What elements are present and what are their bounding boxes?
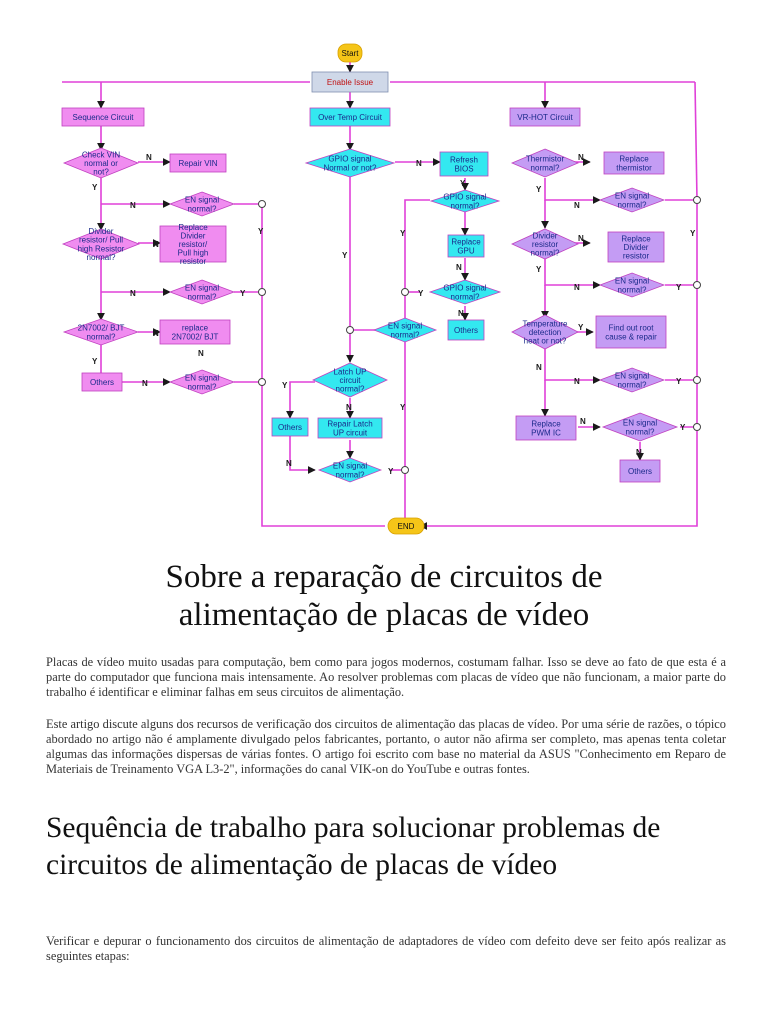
check-vin-decision — [64, 148, 138, 178]
svg-text:Others: Others — [89, 378, 115, 387]
junction-dot — [694, 377, 701, 384]
svg-text:replace2N7002/ BJT: replace 2N7002/ BJT — [171, 323, 219, 342]
section-heading: Sequência de trabalho para solucionar problemas de circuitos de alimentação de placas de vídeo — [46, 812, 661, 881]
svg-text:ReplacePWM IC: Replace PWM IC — [531, 419, 561, 438]
gpio-decision-1 — [306, 149, 394, 177]
repair-latch-box — [318, 418, 382, 438]
junction-dot — [694, 197, 701, 204]
n2n7002-decision — [64, 319, 138, 345]
svg-text:END: END — [397, 522, 415, 531]
svg-text:Others: Others — [277, 423, 303, 432]
yes-no-label: Y — [92, 183, 98, 192]
gpio-decision-3 — [430, 280, 500, 304]
svg-text:EN signalnormal?: EN signal normal? — [387, 321, 423, 340]
sequence-circuit-box — [62, 108, 144, 126]
en-signal-overtemp-bottom — [319, 458, 381, 482]
en-signal-vr-1 — [600, 188, 664, 212]
flowchart-shapes — [62, 44, 677, 534]
yes-no-label: Y — [282, 381, 288, 390]
connector-lines — [62, 62, 697, 526]
latch-up-decision — [313, 363, 387, 397]
svg-text:Find out rootcause & repair: Find out root cause & repair — [605, 323, 657, 342]
yes-no-label: Y — [536, 185, 542, 194]
temp-detect-decision — [512, 315, 578, 349]
yes-no-label: N — [346, 403, 352, 412]
end-node — [388, 518, 424, 534]
junction-dot — [694, 424, 701, 431]
yes-no-label: Y — [258, 227, 264, 236]
others-seq-box — [82, 373, 122, 391]
yes-no-label: N — [142, 379, 148, 388]
svg-text:EN signalnormal?: EN signal normal? — [614, 276, 650, 295]
svg-text:Dividerresistor/ Pullhigh Resi: Divider resistor/ Pull high Resistor normal? — [77, 227, 125, 262]
replace-gpu-box — [448, 235, 484, 257]
junction-dot — [259, 379, 266, 386]
yes-no-label: Y — [240, 289, 246, 298]
yes-no-label: N — [153, 329, 159, 338]
en-signal-vr-4 — [603, 413, 677, 441]
replace-divider-box — [160, 223, 226, 266]
yes-no-label: Y — [676, 283, 682, 292]
svg-text:ReplaceDividerresistor/Pull hi: Replace Divider resistor/ Pull high resistor — [177, 222, 209, 267]
article-title-line-2: alimentação de placas de vídeo — [178, 597, 590, 633]
en-signal-seq-3 — [170, 370, 234, 394]
svg-text:EN signalnormal?: EN signal normal? — [614, 191, 650, 210]
junction-dot — [347, 327, 354, 334]
yes-no-label: N — [578, 153, 584, 162]
svg-text:Temperaturedetectionheat or no: Temperature detection heat or not? — [522, 319, 568, 346]
article-title — [60, 558, 708, 634]
yes-no-label: Y — [400, 403, 406, 412]
svg-text:Check VINnormal ornot?: Check VIN normal or not? — [81, 150, 121, 177]
junction-dot — [259, 201, 266, 208]
svg-text:EN signalnormal?: EN signal normal? — [184, 283, 220, 302]
svg-text:ReplaceDividerresistor: Replace Divider resistor — [621, 234, 651, 261]
find-root-cause-box — [596, 316, 666, 348]
yes-no-label: Y — [680, 423, 686, 432]
thermistor-decision — [512, 149, 578, 177]
yes-no-label: N — [574, 201, 580, 210]
start-node — [338, 44, 362, 62]
yes-no-label: N — [130, 289, 136, 298]
svg-text:Others: Others — [453, 326, 479, 335]
svg-text:Replacethermistor: Replace thermistor — [616, 154, 652, 173]
svg-text:GPIO signalNormal or not?: GPIO signal Normal or not? — [323, 154, 377, 173]
yes-no-label: N — [536, 363, 542, 372]
svg-text:Start: Start — [341, 49, 359, 58]
others-vr-box — [620, 460, 660, 482]
divider-vr-decision — [512, 229, 578, 259]
yes-no-label: N — [636, 448, 642, 457]
yes-no-label: Y — [578, 323, 584, 332]
svg-text:ReplaceGPU: Replace GPU — [451, 237, 481, 256]
yes-no-label: N — [130, 201, 136, 210]
yes-no-label: Y — [460, 179, 466, 188]
yes-no-label: N — [580, 417, 586, 426]
enable-issue-box — [312, 72, 388, 92]
yes-no-label: N — [286, 459, 292, 468]
yes-no-label: Y — [676, 377, 682, 386]
svg-text:EN signalnormal?: EN signal normal? — [184, 195, 220, 214]
yes-no-label: Y — [388, 467, 394, 476]
svg-text:Dividerresistornormal?: Divider resistor normal? — [530, 231, 560, 258]
replace-pwm-box — [516, 416, 576, 440]
en-signal-vr-2 — [600, 273, 664, 297]
yes-no-label: N — [416, 159, 422, 168]
replace-2n7002-box — [160, 320, 230, 344]
replace-thermistor-box — [604, 152, 664, 174]
svg-text:Others: Others — [627, 467, 653, 476]
svg-text:EN signalnormal?: EN signal normal? — [332, 461, 368, 480]
junction-dot — [402, 289, 409, 296]
en-signal-seq-1 — [170, 192, 234, 216]
yes-no-label: Y — [400, 229, 406, 238]
gpio-decision-2 — [431, 190, 499, 212]
vr-hot-circuit-box — [510, 108, 580, 126]
yes-no-label: N — [574, 283, 580, 292]
refresh-bios-box — [440, 152, 488, 176]
yes-no-label: Y — [690, 229, 696, 238]
svg-text:RefreshBIOS: Refresh BIOS — [449, 155, 479, 174]
svg-text:VR-HOT Circuit: VR-HOT Circuit — [517, 113, 573, 122]
scope-paragraph: Este artigo discute alguns dos recursos de verificação dos circuitos de alimentação das placas de vídeo. Por uma série de razões, o tópico abordado no artigo não é amplamente divulgado pelos fabricantes, portanto, o autor não afirma ser completo, mas apenas tenta coletar algumas das informações dispersas de várias fontes. O artigo foi escrito com base no material da ASUS "Conhecimento em Reparo de Materiais de Treinamento VGA L3-2", informações do canal VIK-on do YouTube e outras fontes. — [46, 717, 726, 776]
replace-divider-vr-box — [608, 232, 664, 262]
over-temp-circuit-box — [310, 108, 390, 126]
divider-decision — [63, 227, 139, 262]
junction-dot — [259, 289, 266, 296]
svg-text:Over Temp Circuit: Over Temp Circuit — [318, 113, 382, 122]
svg-text:Repair LatchUP circuit: Repair Latch UP circuit — [327, 419, 373, 438]
svg-text:GPIO signalnormal?: GPIO signal normal? — [443, 192, 487, 211]
yes-no-label: Y — [342, 251, 348, 260]
yes-no-label: N — [198, 349, 204, 358]
svg-text:EN signalnormal?: EN signal normal? — [614, 371, 650, 390]
svg-text:Thermistornormal?: Thermistor normal? — [525, 154, 565, 173]
article-title-line-1: Sobre a reparação de circuitos de — [165, 559, 603, 595]
yes-no-label: N — [153, 240, 159, 249]
svg-text:Repair VIN: Repair VIN — [178, 159, 218, 168]
junction-dot — [694, 282, 701, 289]
svg-text:GPIO signalnormal?: GPIO signal normal? — [443, 283, 487, 302]
yes-no-label: N — [456, 263, 462, 272]
svg-text:2N7002/ BJTnormal?: 2N7002/ BJT normal? — [77, 323, 125, 342]
svg-text:EN signalnormal?: EN signal normal? — [622, 418, 658, 437]
svg-text:Enable Issue: Enable Issue — [326, 78, 374, 87]
intro-paragraph: Placas de vídeo muito usadas para computação, bem como para jogos modernos, costumam falhar. Isso se deve ao fato de que esta é a parte do computador que funciona mais intensamente. Ao resolver problemas com placas de vídeo que não funcionam, a maior parte do trabalho é identificar e eliminar falhas em seus circuitos de alimentação. — [46, 655, 726, 699]
yes-no-label: Y — [418, 289, 424, 298]
yes-no-label: N — [574, 377, 580, 386]
en-signal-vr-3 — [600, 368, 664, 392]
svg-text:Sequence Circuit: Sequence Circuit — [72, 113, 134, 122]
yes-no-label: Y — [92, 357, 98, 366]
others-overtemp-right — [448, 320, 484, 340]
yes-no-label: N — [146, 153, 152, 162]
svg-text:Latch UPcircuitnormal?: Latch UP circuit normal? — [333, 367, 367, 394]
svg-text:EN signalnormal?: EN signal normal? — [184, 373, 220, 392]
yes-no-label: N — [458, 309, 464, 318]
junction-dot — [402, 467, 409, 474]
section-paragraph: Verificar e depurar o funcionamento dos circuitos de alimentação de adaptadores de vídeo com defeito deve ser feito após realizar as seguintes etapas: — [46, 934, 726, 963]
en-signal-seq-2 — [170, 280, 234, 304]
others-overtemp-left — [272, 418, 308, 436]
yes-no-label: N — [578, 234, 584, 243]
en-signal-overtemp — [374, 318, 436, 342]
repair-vin-box — [170, 154, 226, 172]
yes-no-label: Y — [536, 265, 542, 274]
